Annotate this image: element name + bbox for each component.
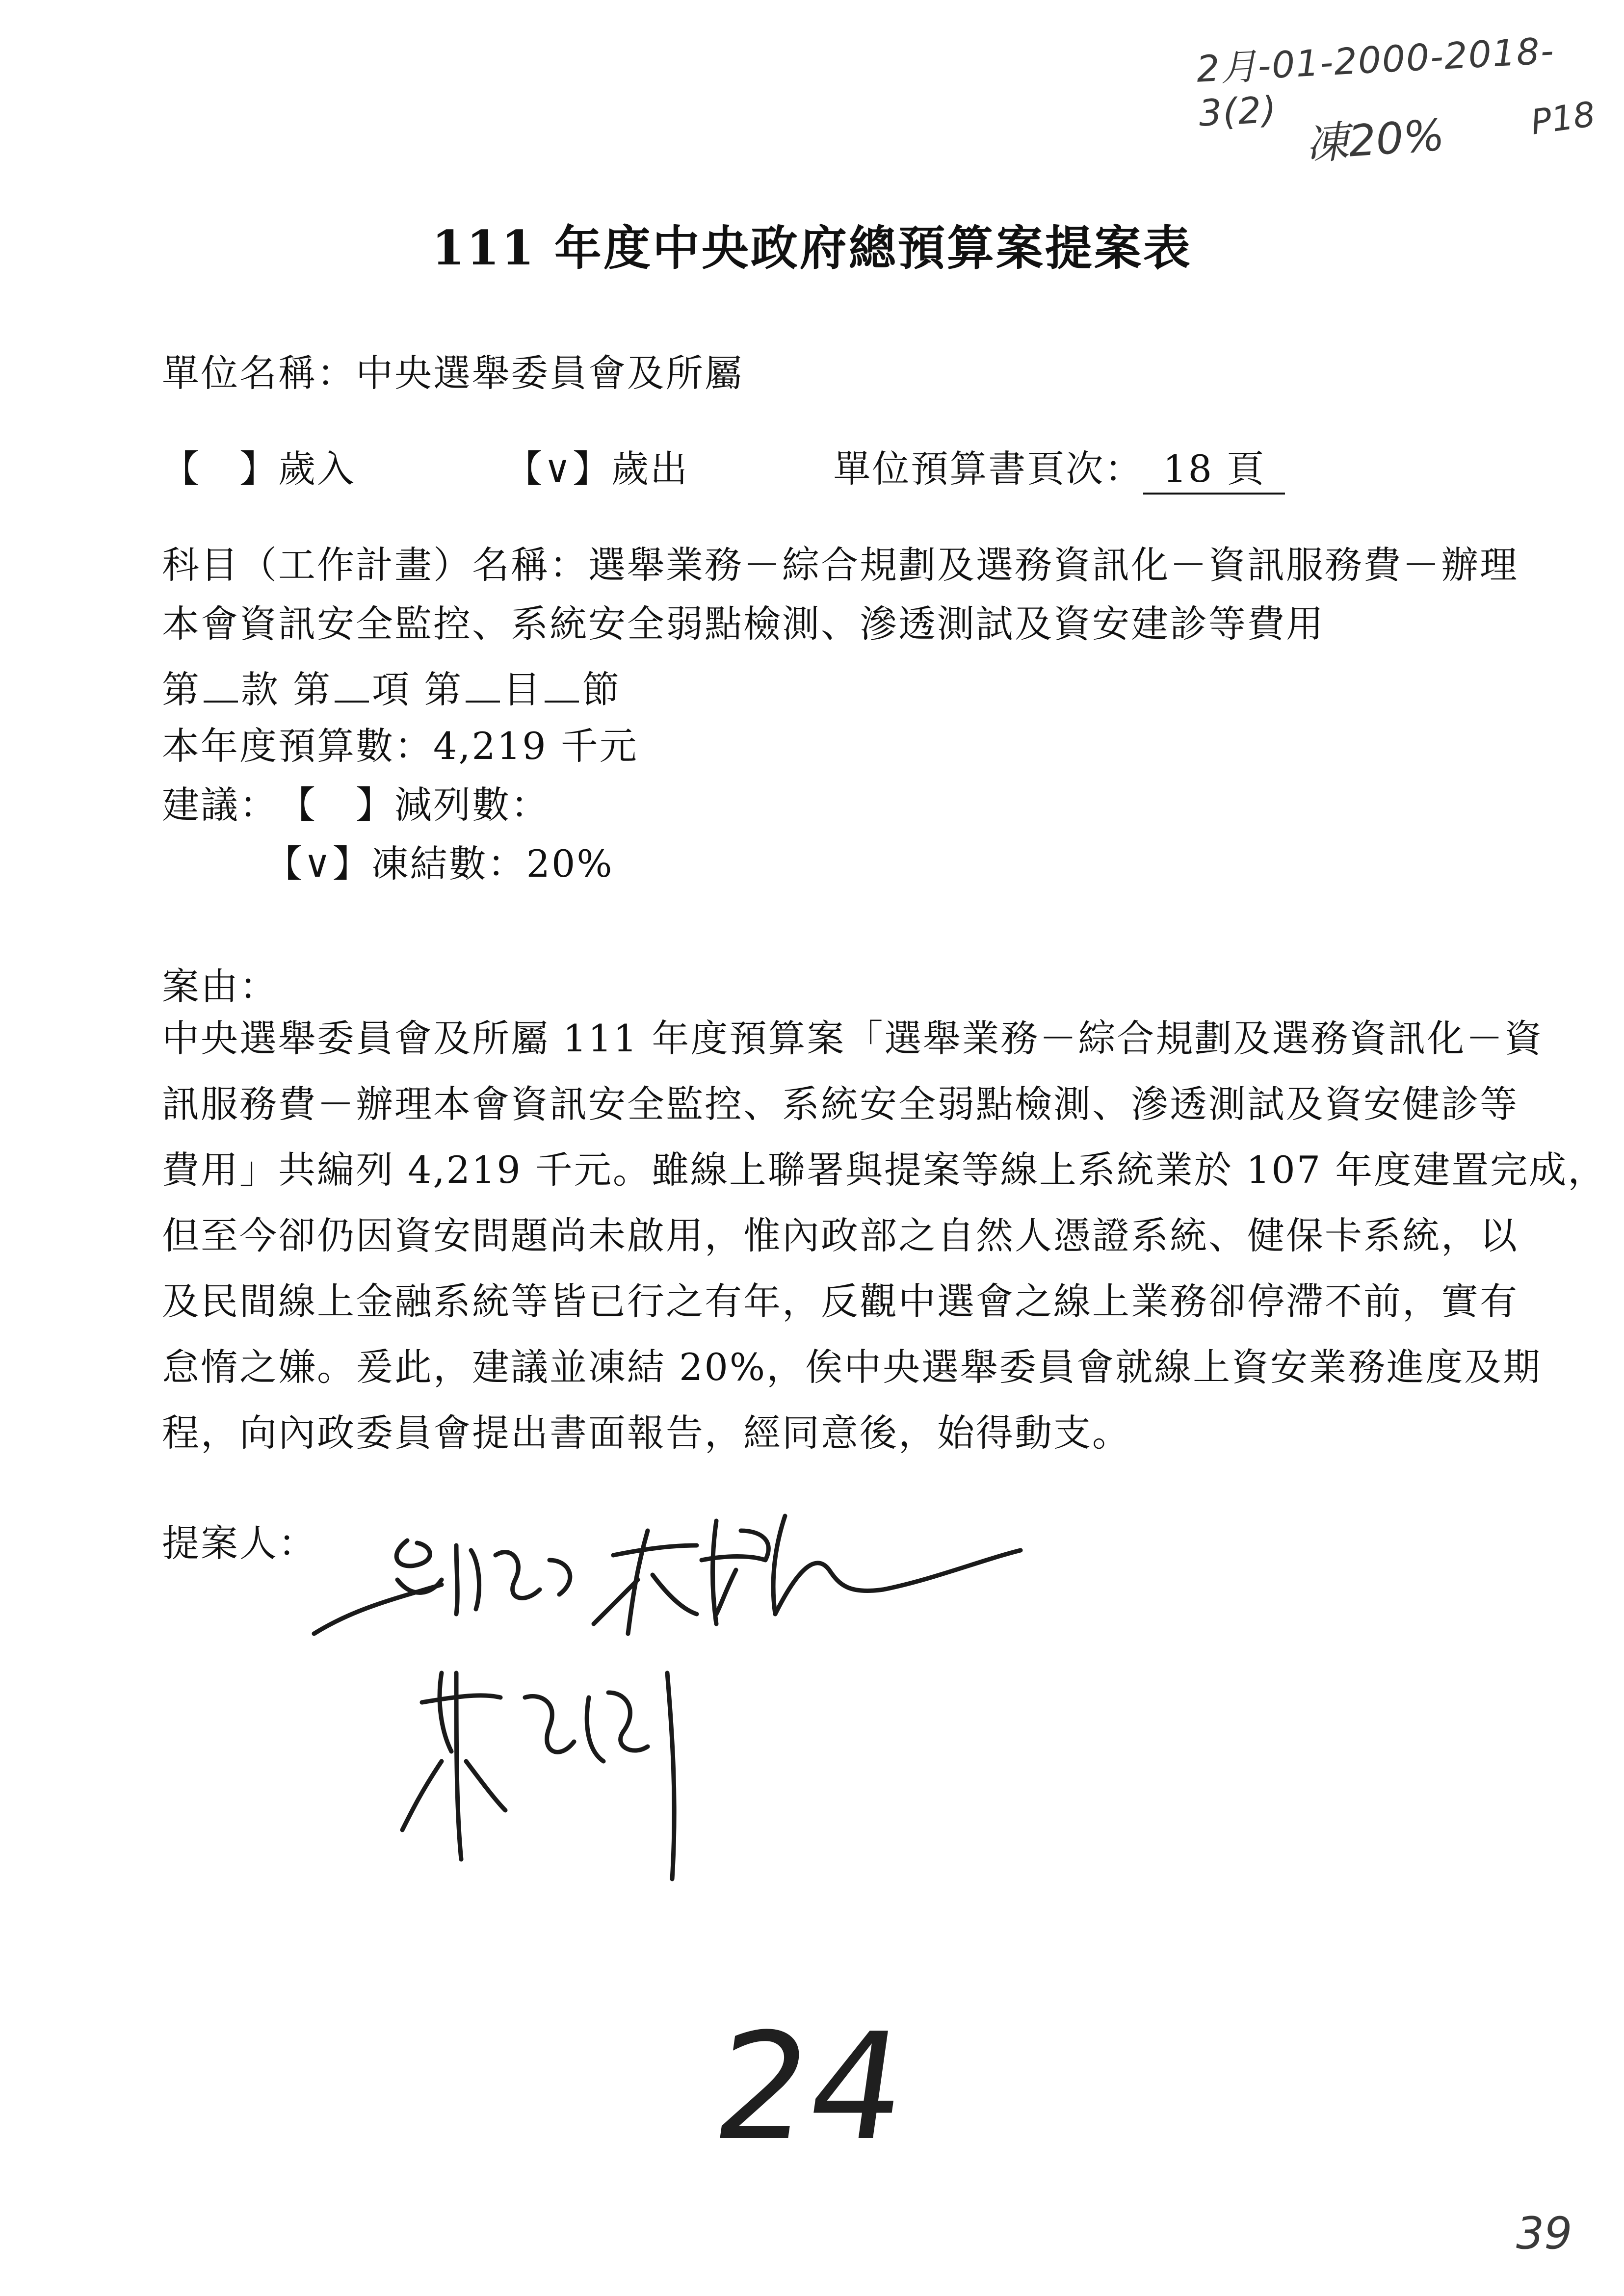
page-value: 18 頁 <box>1143 439 1285 495</box>
expense-label: 歲出 <box>611 447 689 491</box>
unit-row <box>162 343 743 397</box>
reason-line: 程，向內政委員會提出書面報告，經同意後，始得動支。 <box>162 1411 1131 1455</box>
handwritten-page-number: 24 <box>704 2002 916 2173</box>
unit-value: 中央選舉委員會及所屬 <box>356 351 743 395</box>
section-row <box>162 660 621 713</box>
reason-line: 及民間線上金融系統等皆已行之有年，反觀中選會之線上業務卻停滯不前，實有 <box>162 1279 1519 1323</box>
proposal-cut-row <box>162 775 550 829</box>
page-annotation: P18 <box>1528 94 1598 143</box>
freeze-checkbox: 【∨】 <box>265 842 371 886</box>
file-code-annotation: 2月-01-2000-2018-3(2) <box>1195 29 1556 135</box>
subject-block <box>162 532 1519 657</box>
section-xiang: 項 <box>372 668 411 711</box>
freeze-label: 凍結數：20% <box>371 842 614 886</box>
freeze-annotation: 凍20% <box>1304 109 1446 170</box>
revenue-label: 歲入 <box>278 447 356 491</box>
page-label: 單位預算書頁次： <box>833 447 1144 491</box>
expense-checkbox: 【∨】 <box>505 447 611 491</box>
signature-scribbles <box>294 1487 1079 1977</box>
section-di-3: 第 <box>424 668 463 711</box>
reason-line: 怠惰之嫌。爰此，建議並凍結 20%，俟中央選舉委員會就線上資安業務進度及期 <box>162 1345 1542 1389</box>
reason-line: 但至今卻仍因資安問題尚未啟用，惟內政部之自然人憑證系統、健保卡系統，以 <box>162 1214 1519 1257</box>
subject-line-1: 科目（工作計畫）名稱：選舉業務－綜合規劃及選務資訊化－資訊服務費－辦理 <box>162 543 1519 587</box>
document-title: 111 年度中央政府總預算案提案表 <box>432 220 1192 276</box>
budget-amount: 本年度預算數：4,219 千元 <box>162 724 638 768</box>
unit-label: 單位名稱： <box>162 351 356 395</box>
corner-number: 39 <box>1516 2208 1572 2259</box>
cut-label: 減列數： <box>394 783 550 827</box>
section-di: 第 <box>162 668 201 711</box>
reason-line: 訊服務費－辦理本會資訊安全監控、系統安全弱點檢測、滲透測試及資安健診等 <box>162 1082 1519 1126</box>
proposal-freeze-row <box>265 834 614 887</box>
reason-line: 費用」共編列 4,219 千元。雖線上聯署與提案等線上系統業於 107 年度建置完成， <box>162 1148 1607 1192</box>
section-di-2: 第 <box>293 668 332 711</box>
budget-type-row <box>162 439 1285 495</box>
reason-label: 案由： <box>162 965 278 1008</box>
section-mu: 目 <box>503 668 542 711</box>
section-kuan: 款 <box>241 668 280 711</box>
subject-line-2: 本會資訊安全監控、系統安全弱點檢測、滲透測試及資安建診等費用 <box>162 602 1325 646</box>
revenue-checkbox: 【 】 <box>162 447 278 491</box>
cut-checkbox: 【 】 <box>278 783 394 827</box>
reason-line: 中央選舉委員會及所屬 111 年度預算案「選舉業務－綜合規劃及選務資訊化－資 <box>162 1017 1544 1060</box>
proposal-label: 建議： <box>162 783 278 827</box>
section-jie: 節 <box>582 668 621 711</box>
reason-body <box>162 1006 1607 1466</box>
proposer-label: 提案人： <box>162 1521 317 1565</box>
